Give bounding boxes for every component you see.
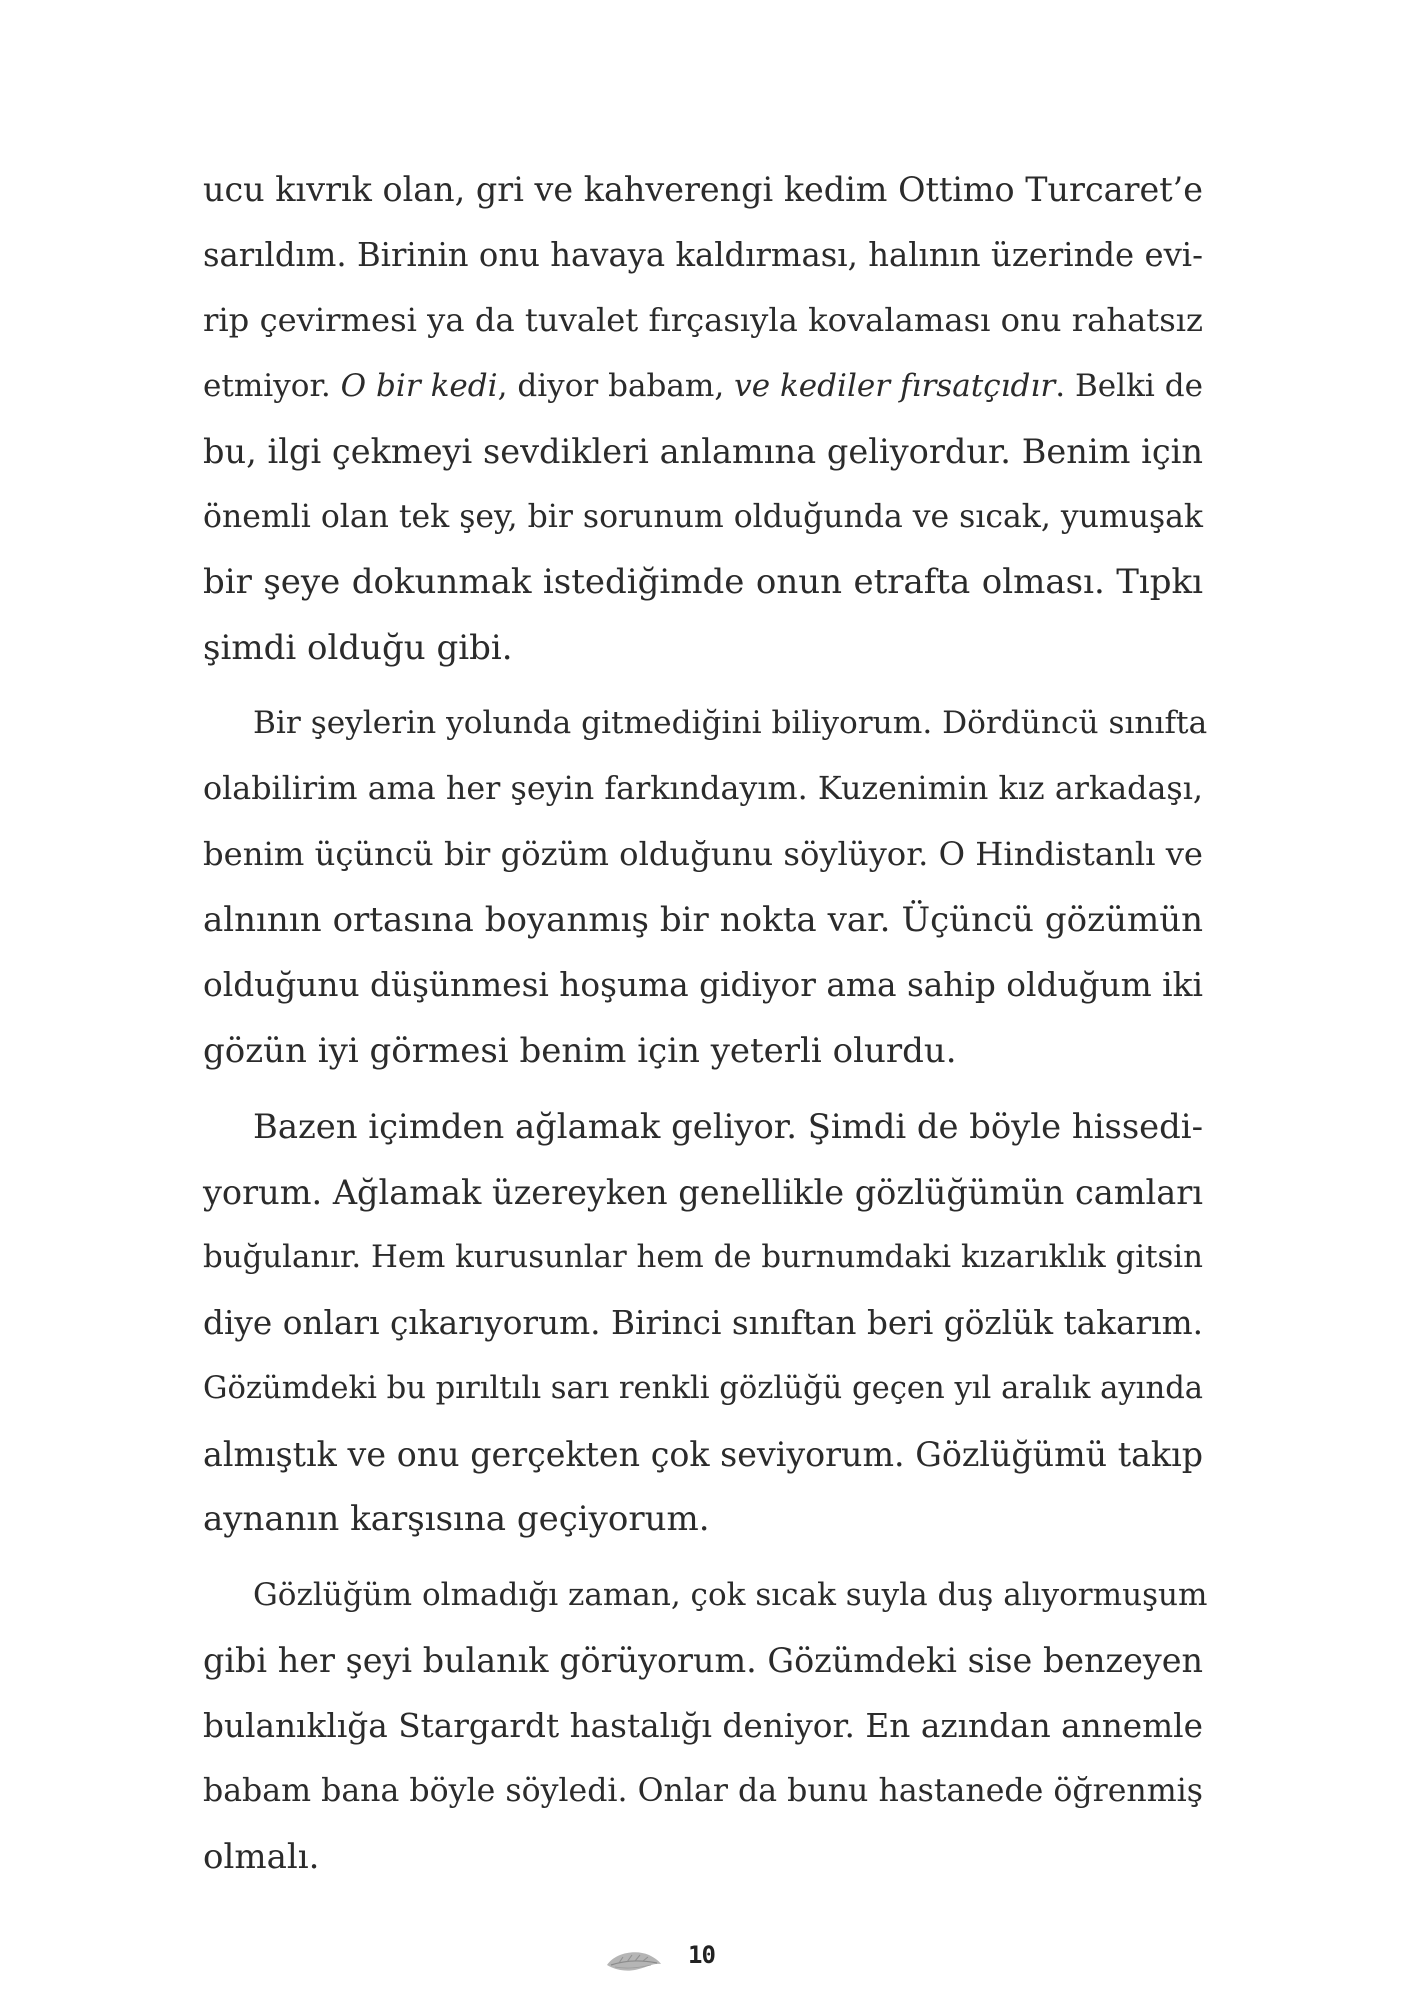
text-line <box>203 1422 1203 1488</box>
text-segment: benim üçüncü bir gözüm olduğunu söylüyor. O Hindistanlı ve <box>203 835 1203 873</box>
text-line <box>203 485 1203 551</box>
text-segment: almıştık ve onu gerçekten çok seviyorum. Gözlüğümü takıp <box>203 1434 1203 1474</box>
text-segment: bulanıklığa Stargardt hastalığı deniyor. En azından annemle <box>203 1706 1203 1745</box>
text-segment: aynanın karşısına geçiyorum. <box>203 1499 710 1539</box>
text-segment: olabilirim ama her şeyin farkındayım. Kuzenimin kız arkadaşı, <box>203 770 1203 807</box>
paragraph <box>203 157 1203 681</box>
text-line <box>203 1487 1203 1553</box>
text-segment: bu, ilgi çekmeyi sevdikleri anlamına geliyordur. Benim için <box>203 432 1203 471</box>
text-segment: gözün iyi görmesi benim için yeterli olurdu. <box>203 1030 957 1071</box>
text-segment: yorum. Ağlamak üzereyken genellikle gözlüğümün camları <box>203 1172 1203 1212</box>
text-segment: diye onları çıkarıyorum. Birinci sınıftan beri gözlük takarım. <box>203 1303 1203 1342</box>
text-line <box>203 354 1203 420</box>
italic-text: ve kediler fırsatçıdır <box>734 367 1056 404</box>
text-line <box>203 223 1203 289</box>
text-line <box>203 1759 1203 1825</box>
text-line <box>203 1356 1203 1422</box>
text-segment: ucu kıvrık olan, gri ve kahverengi kedim Ottimo Turcaret’e <box>203 170 1203 209</box>
text-line <box>203 953 1203 1019</box>
text-line <box>203 1825 1203 1891</box>
text-segment: Bazen içimden ağlamak geliyor. Şimdi de böyle hissedi- <box>253 1107 1203 1146</box>
text-segment: gibi her şeyi bulanık görüyorum. Gözümdeki sise benzeyen <box>203 1641 1203 1680</box>
text-segment: Bir şeylerin yolunda gitmediğini biliyorum. Dördüncü sınıfta <box>253 705 1208 741</box>
text-segment: olmalı. <box>203 1836 320 1877</box>
text-line <box>203 157 1203 223</box>
text-line <box>203 1019 1203 1085</box>
page-footer <box>0 1935 1414 1985</box>
text-segment: önemli olan tek şey, bir sorunum olduğunda ve sıcak, yumuşak <box>203 498 1203 535</box>
text-line <box>203 288 1203 354</box>
paragraph <box>203 1094 1203 1553</box>
text-segment: şimdi olduğu gibi. <box>203 627 513 668</box>
text-segment: sarıldım. Birinin onu havaya kaldırması, halının üzerinde evi- <box>203 235 1203 274</box>
text-segment: buğulanır. Hem kurusunlar hem de burnumdaki kızarıklık gitsin <box>203 1239 1203 1275</box>
text-line <box>203 691 1208 757</box>
text-segment: olduğunu düşünmesi hoşuma gidiyor ama sahip olduğum iki <box>203 966 1203 1004</box>
text-line <box>203 1291 1203 1357</box>
text-segment: alnının ortasına boyanmış bir nokta var. Üçüncü gözümün <box>203 899 1203 940</box>
body-text <box>203 157 1208 1900</box>
text-segment: rip çevirmesi ya da tuvalet fırçasıyla kovalaması onu rahatsız <box>203 301 1203 339</box>
page-number: 10 <box>688 1941 715 1969</box>
text-line <box>203 616 1203 682</box>
text-line <box>203 1563 1208 1629</box>
paragraph <box>203 691 1208 1084</box>
text-line <box>203 1094 1203 1160</box>
text-segment: Gözümdeki bu pırıltılı sarı renkli gözlüğü geçen yıl aralık ayında <box>203 1371 1204 1406</box>
text-line <box>203 1225 1203 1291</box>
text-segment: babam bana böyle söyledi. Onlar da bunu hastanede öğrenmiş <box>203 1773 1203 1809</box>
text-line <box>203 1628 1203 1694</box>
text-segment: Gözlüğüm olmadığı zaman, çok sıcak suyla duş alıyormuşum <box>253 1576 1208 1613</box>
paragraph <box>203 1563 1208 1891</box>
text-segment: bir şeye dokunmak istediğimde onun etrafta olması. Tıpkı <box>203 562 1203 602</box>
text-line <box>203 1160 1203 1226</box>
text-segment: etmiyor. <box>203 367 341 404</box>
text-line <box>203 888 1203 954</box>
text-line <box>203 550 1203 616</box>
text-line <box>203 757 1203 823</box>
italic-text: O bir kedi <box>340 367 498 404</box>
text-segment: , diyor babam, <box>497 367 735 404</box>
text-segment: . Belki de <box>1055 367 1204 404</box>
leaf-icon <box>605 1947 663 1977</box>
text-line <box>203 1694 1203 1760</box>
text-line <box>203 419 1203 485</box>
text-line <box>203 822 1203 888</box>
